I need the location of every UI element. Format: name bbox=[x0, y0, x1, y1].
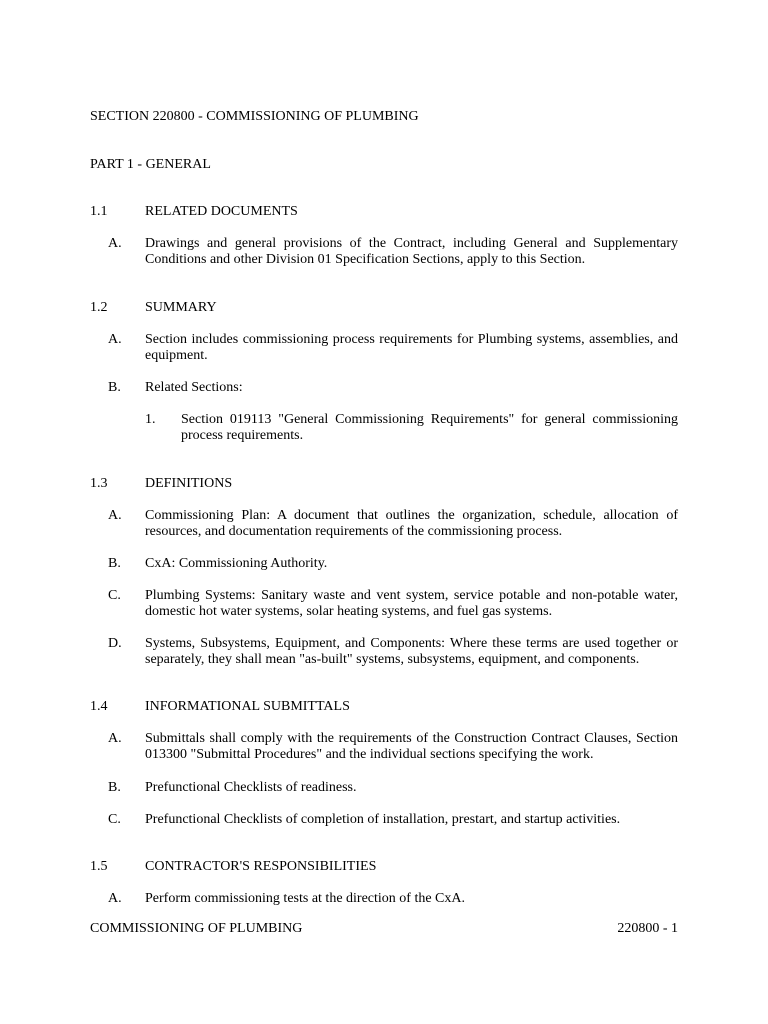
item-label: B. bbox=[108, 556, 121, 571]
article-number: 1.4 bbox=[90, 699, 108, 714]
item-text: Plumbing Systems: Sanitary waste and vent system, service potable and non-potable water, domestic hot water systems, solar heating systems, and fuel gas systems. bbox=[145, 588, 678, 619]
item-text: Submittals shall comply with the requirements of the Construction Contract Clauses, Section 013300 "Submittal Procedures" and the individual sections specifying the work. bbox=[145, 731, 678, 762]
page-number: 220800 - 1 bbox=[617, 921, 678, 936]
section-title: SECTION 220800 - COMMISSIONING OF PLUMBING bbox=[90, 109, 419, 124]
article-number: 1.5 bbox=[90, 859, 108, 874]
item-label: B. bbox=[108, 380, 121, 395]
footer-title: COMMISSIONING OF PLUMBING bbox=[90, 921, 303, 936]
item-label: D. bbox=[108, 636, 122, 651]
subitem-text: Section 019113 "General Commissioning Requirements" for general commissioning process requirements. bbox=[181, 412, 678, 443]
item-label: B. bbox=[108, 780, 121, 795]
part-title: PART 1 - GENERAL bbox=[90, 157, 211, 172]
item-text: Commissioning Plan: A document that outlines the organization, schedule, allocation of resources, and documentation requirements of the commissioning process. bbox=[145, 508, 678, 539]
article-title: RELATED DOCUMENTS bbox=[145, 204, 298, 219]
item-text: Prefunctional Checklists of completion of installation, prestart, and startup activities. bbox=[145, 812, 621, 827]
item-text: Perform commissioning tests at the direction of the CxA. bbox=[145, 891, 466, 906]
article-number: 1.3 bbox=[90, 476, 108, 491]
item-label: A. bbox=[108, 891, 122, 906]
item-label: A. bbox=[108, 236, 122, 251]
article-number: 1.2 bbox=[90, 300, 108, 315]
item-text: Systems, Subsystems, Equipment, and Components: Where these terms are used together or separately, they shall mean "as-built" systems, subsystems, equipment, and components. bbox=[145, 636, 678, 667]
article-title: SUMMARY bbox=[145, 300, 217, 315]
item-label: C. bbox=[108, 588, 121, 603]
item-text: Drawings and general provisions of the Contract, including General and Supplementary Conditions and other Division 01 Specification Sections, apply to this Section. bbox=[145, 236, 678, 267]
subitem-label: 1. bbox=[145, 412, 156, 427]
item-label: A. bbox=[108, 332, 122, 347]
item-text: Related Sections: bbox=[145, 380, 243, 395]
item-text: Prefunctional Checklists of readiness. bbox=[145, 780, 357, 795]
item-label: C. bbox=[108, 812, 121, 827]
article-number: 1.1 bbox=[90, 204, 108, 219]
item-label: A. bbox=[108, 508, 122, 523]
article-title: INFORMATIONAL SUBMITTALS bbox=[145, 699, 350, 714]
article-title: CONTRACTOR'S RESPONSIBILITIES bbox=[145, 859, 377, 874]
item-text: CxA: Commissioning Authority. bbox=[145, 556, 328, 571]
item-text: Section includes commissioning process requirements for Plumbing systems, assemblies, and equipment. bbox=[145, 332, 678, 363]
article-title: DEFINITIONS bbox=[145, 476, 233, 491]
item-label: A. bbox=[108, 731, 122, 746]
